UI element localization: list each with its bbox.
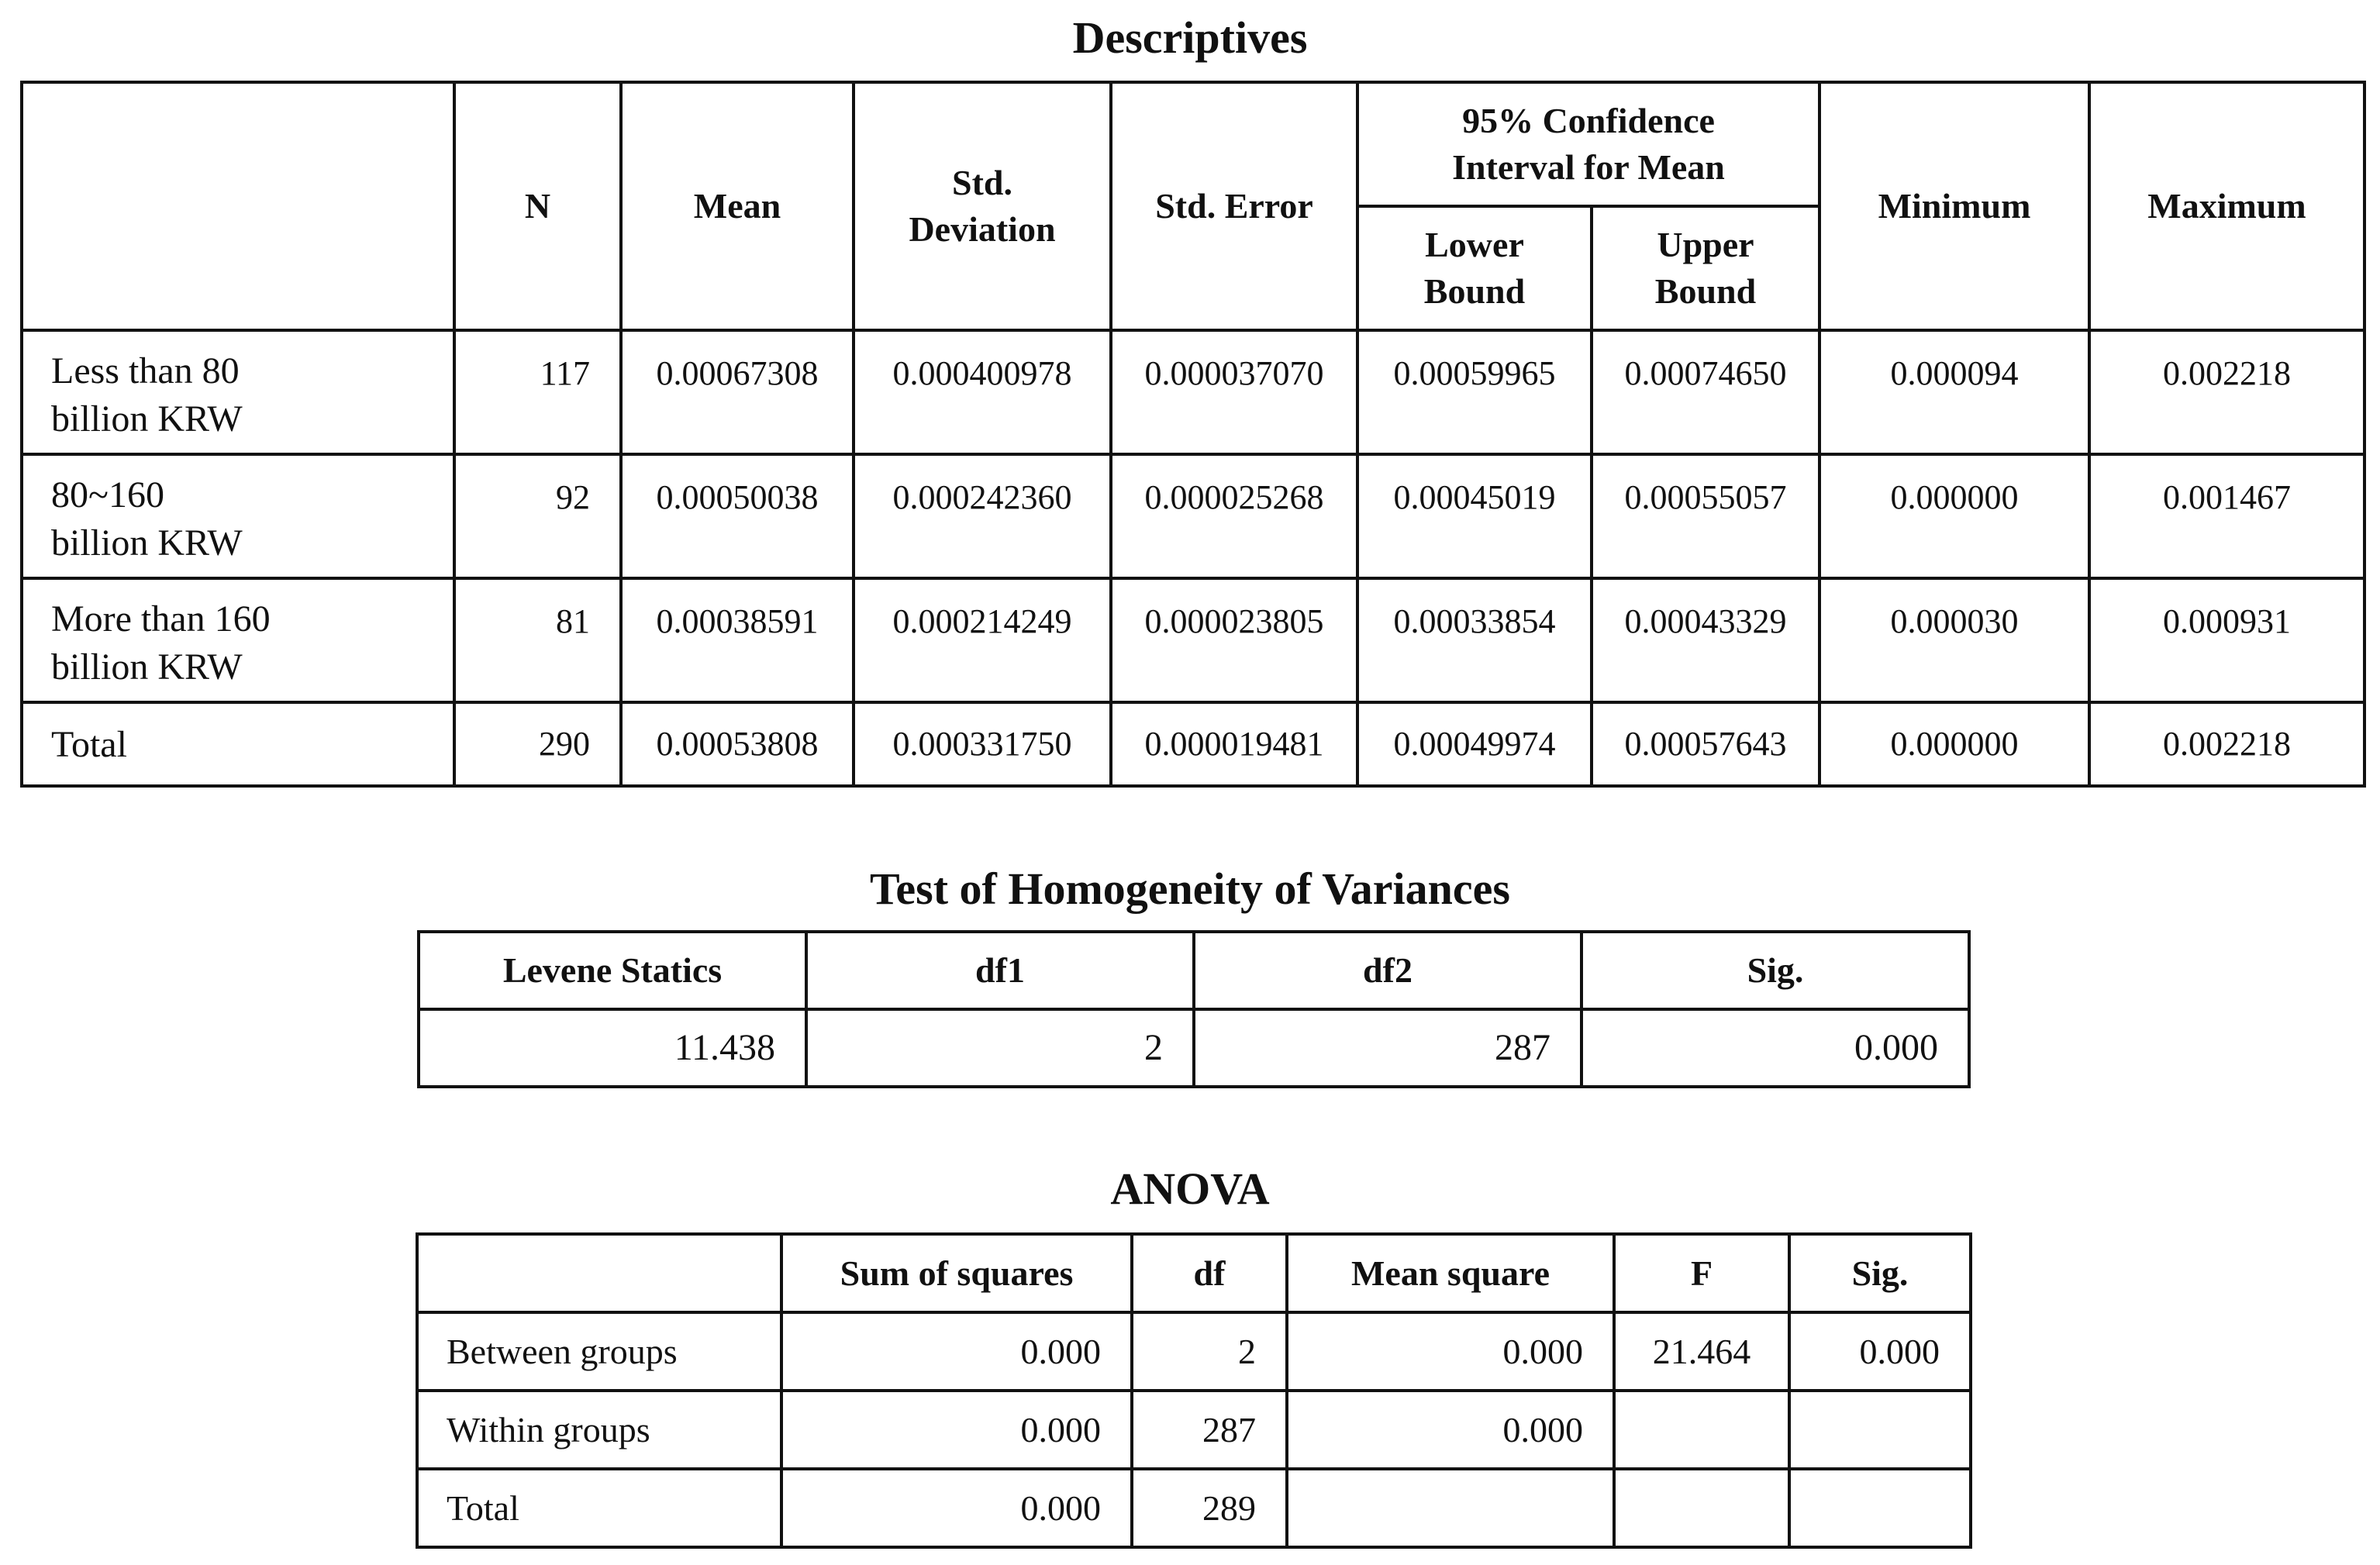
cell-std-error: 0.000025268: [1111, 454, 1357, 578]
cell-std-error: 0.000023805: [1111, 578, 1357, 702]
cell-sig: 0.000: [1789, 1312, 1971, 1391]
anova-header-mean-square: Mean square: [1287, 1234, 1614, 1312]
desc-header-n: N: [454, 82, 621, 330]
cell-lower-bound: 0.00049974: [1357, 702, 1592, 786]
cell-minimum: 0.000030: [1819, 578, 2089, 702]
cell-f: 21.464: [1614, 1312, 1789, 1391]
table-row: [417, 1469, 1971, 1547]
descriptives-title: Descriptives: [1072, 12, 1308, 63]
cell-upper-bound: 0.00074650: [1592, 330, 1819, 454]
anova-header-blank: [417, 1234, 781, 1312]
table-row: [417, 1391, 1971, 1469]
cell-mean: 0.00038591: [621, 578, 854, 702]
cell-std-dev: 0.000331750: [854, 702, 1111, 786]
cell-minimum: 0.000094: [1819, 330, 2089, 454]
desc-header-lower-bound: Lower Bound: [1357, 206, 1592, 330]
cell-upper-bound: 0.00057643: [1592, 702, 1819, 786]
cell-std-dev: 0.000214249: [854, 578, 1111, 702]
cell-sig: 0.000: [1581, 1009, 1969, 1087]
anova-header-f: F: [1614, 1234, 1789, 1312]
cell-sum-of-squares: 0.000: [781, 1391, 1132, 1469]
cell-df: 2: [1132, 1312, 1287, 1391]
cell-f: [1614, 1469, 1789, 1547]
cell-n: 117: [454, 330, 621, 454]
anova-table: [416, 1232, 1972, 1549]
row-label: Less than 80 billion KRW: [22, 330, 454, 454]
table-row: [419, 1009, 1969, 1087]
cell-lower-bound: 0.00045019: [1357, 454, 1592, 578]
desc-header-minimum: Minimum: [1819, 82, 2089, 330]
cell-f: [1614, 1391, 1789, 1469]
cell-upper-bound: 0.00043329: [1592, 578, 1819, 702]
cell-minimum: 0.000000: [1819, 454, 2089, 578]
desc-header-blank: [22, 82, 454, 330]
cell-mean-square: 0.000: [1287, 1391, 1614, 1469]
cell-maximum: 0.002218: [2089, 330, 2364, 454]
desc-header-mean: Mean: [621, 82, 854, 330]
anova-header-sig: Sig.: [1789, 1234, 1971, 1312]
cell-sig: [1789, 1391, 1971, 1469]
homogeneity-title: Test of Homogeneity of Variances: [870, 864, 1510, 914]
cell-upper-bound: 0.00055057: [1592, 454, 1819, 578]
cell-maximum: 0.001467: [2089, 454, 2364, 578]
cell-mean-square: 0.000: [1287, 1312, 1614, 1391]
cell-std-dev: 0.000400978: [854, 330, 1111, 454]
row-label: Total: [417, 1469, 781, 1547]
levene-header-df2: df2: [1194, 932, 1581, 1009]
cell-n: 290: [454, 702, 621, 786]
cell-mean: 0.00067308: [621, 330, 854, 454]
cell-df2: 287: [1194, 1009, 1581, 1087]
cell-df1: 2: [806, 1009, 1194, 1087]
desc-header-ci: 95% Confidence Interval for Mean: [1357, 82, 1819, 206]
row-label: More than 160 billion KRW: [22, 578, 454, 702]
cell-maximum: 0.000931: [2089, 578, 2364, 702]
row-label: Total: [22, 702, 454, 786]
cell-lower-bound: 0.00033854: [1357, 578, 1592, 702]
levene-header-statistic: Levene Statics: [419, 932, 806, 1009]
cell-sum-of-squares: 0.000: [781, 1469, 1132, 1547]
cell-sig: [1789, 1469, 1971, 1547]
cell-mean: 0.00050038: [621, 454, 854, 578]
desc-header-maximum: Maximum: [2089, 82, 2364, 330]
cell-lower-bound: 0.00059965: [1357, 330, 1592, 454]
table-row: [22, 330, 2364, 454]
cell-mean: 0.00053808: [621, 702, 854, 786]
cell-n: 81: [454, 578, 621, 702]
cell-sum-of-squares: 0.000: [781, 1312, 1132, 1391]
cell-mean-square: [1287, 1469, 1614, 1547]
row-label: Within groups: [417, 1391, 781, 1469]
cell-std-error: 0.000019481: [1111, 702, 1357, 786]
desc-header-std-dev: Std. Deviation: [854, 82, 1111, 330]
table-row: [22, 454, 2364, 578]
cell-minimum: 0.000000: [1819, 702, 2089, 786]
table-row: [22, 702, 2364, 786]
table-row: [22, 578, 2364, 702]
cell-std-error: 0.000037070: [1111, 330, 1357, 454]
desc-header-std-error: Std. Error: [1111, 82, 1357, 330]
cell-n: 92: [454, 454, 621, 578]
anova-header-df: df: [1132, 1234, 1287, 1312]
levene-header-df1: df1: [806, 932, 1194, 1009]
anova-header-sum-of-squares: Sum of squares: [781, 1234, 1132, 1312]
cell-df: 289: [1132, 1469, 1287, 1547]
desc-header-upper-bound: Upper Bound: [1592, 206, 1819, 330]
row-label: Between groups: [417, 1312, 781, 1391]
cell-levene-statistic: 11.438: [419, 1009, 806, 1087]
cell-maximum: 0.002218: [2089, 702, 2364, 786]
homogeneity-table: [417, 930, 1971, 1088]
row-label: 80~160 billion KRW: [22, 454, 454, 578]
levene-header-sig: Sig.: [1581, 932, 1969, 1009]
cell-df: 287: [1132, 1391, 1287, 1469]
cell-std-dev: 0.000242360: [854, 454, 1111, 578]
anova-title: ANOVA: [1110, 1163, 1270, 1214]
descriptives-table: [20, 81, 2366, 788]
table-row: [417, 1312, 1971, 1391]
